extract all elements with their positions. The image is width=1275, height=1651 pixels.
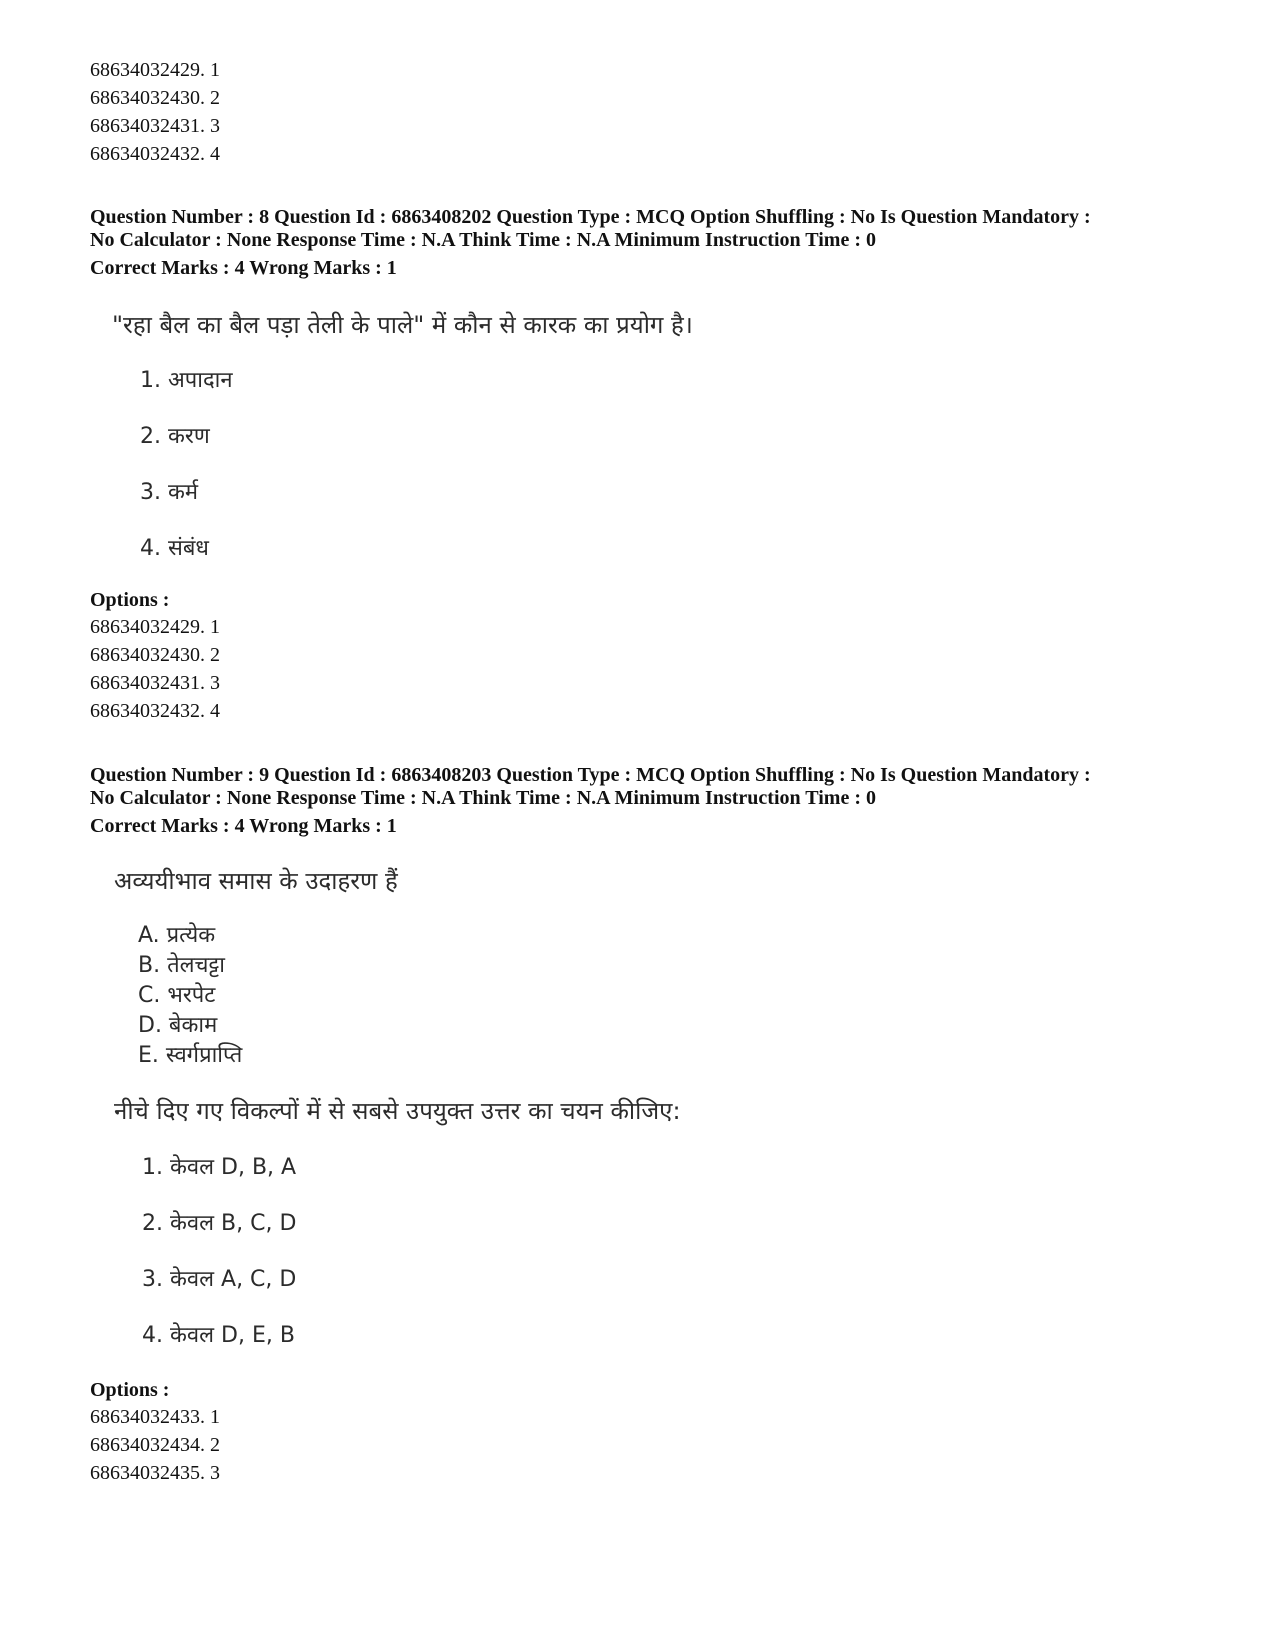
q9-options-label: Options : (90, 1379, 170, 1401)
option-line: 68634032431. 3 (90, 672, 220, 694)
q8-header-line1: Question Number : 8 Question Id : 6863408202 Question Type : MCQ Option Shuffling : No Is Question Mandatory : (90, 206, 1091, 228)
q8-choice: 2. करण (140, 424, 210, 449)
q9-statement: A. प्रत्येक (138, 923, 216, 948)
q9-statement: E. स्वर्गप्राप्ति (138, 1043, 243, 1068)
q9-choice: 1. केवल D, B, A (142, 1155, 297, 1180)
option-line: 68634032430. 2 (90, 644, 220, 666)
q9-header-line1: Question Number : 9 Question Id : 6863408203 Question Type : MCQ Option Shuffling : No Is Question Mandatory : (90, 764, 1091, 786)
q9-statement: D. बेकाम (138, 1013, 218, 1038)
option-line: 68634032432. 4 (90, 700, 220, 722)
option-line: 68634032429. 1 (90, 616, 220, 638)
q9-choice: 2. केवल B, C, D (142, 1211, 297, 1236)
q8-choice: 1. अपादान (140, 368, 233, 393)
q9-question-stem: अव्ययीभाव समास के उदाहरण हैं (114, 867, 398, 895)
q8-choice: 4. संबंध (140, 536, 209, 561)
q9-instruction: नीचे दिए गए विकल्पों में से सबसे उपयुक्त उत्तर का चयन कीजिए: (114, 1097, 681, 1125)
q8-marks: Correct Marks : 4 Wrong Marks : 1 (90, 257, 397, 279)
q9-statement: C. भरपेट (138, 983, 216, 1008)
q9-marks: Correct Marks : 4 Wrong Marks : 1 (90, 815, 397, 837)
q8-question-stem: "रहा बैल का बैल पड़ा तेली के पाले" में कौन से कारक का प्रयोग है। (112, 311, 693, 339)
q9-header-line2: No Calculator : None Response Time : N.A Think Time : N.A Minimum Instruction Time : 0 (90, 787, 876, 809)
option-line: 68634032434. 2 (90, 1434, 220, 1456)
q8-options-label: Options : (90, 589, 170, 611)
option-line: 68634032429. 1 (90, 59, 220, 81)
q8-header-line2: No Calculator : None Response Time : N.A Think Time : N.A Minimum Instruction Time : 0 (90, 229, 876, 251)
option-line: 68634032435. 3 (90, 1462, 220, 1484)
option-line: 68634032432. 4 (90, 143, 220, 165)
option-line: 68634032430. 2 (90, 87, 220, 109)
option-line: 68634032431. 3 (90, 115, 220, 137)
q9-choice: 3. केवल A, C, D (142, 1267, 297, 1292)
q9-statement: B. तेलचट्टा (138, 953, 225, 978)
q9-choice: 4. केवल D, E, B (142, 1323, 295, 1348)
q8-choice: 3. कर्म (140, 480, 199, 505)
option-line: 68634032433. 1 (90, 1406, 220, 1428)
